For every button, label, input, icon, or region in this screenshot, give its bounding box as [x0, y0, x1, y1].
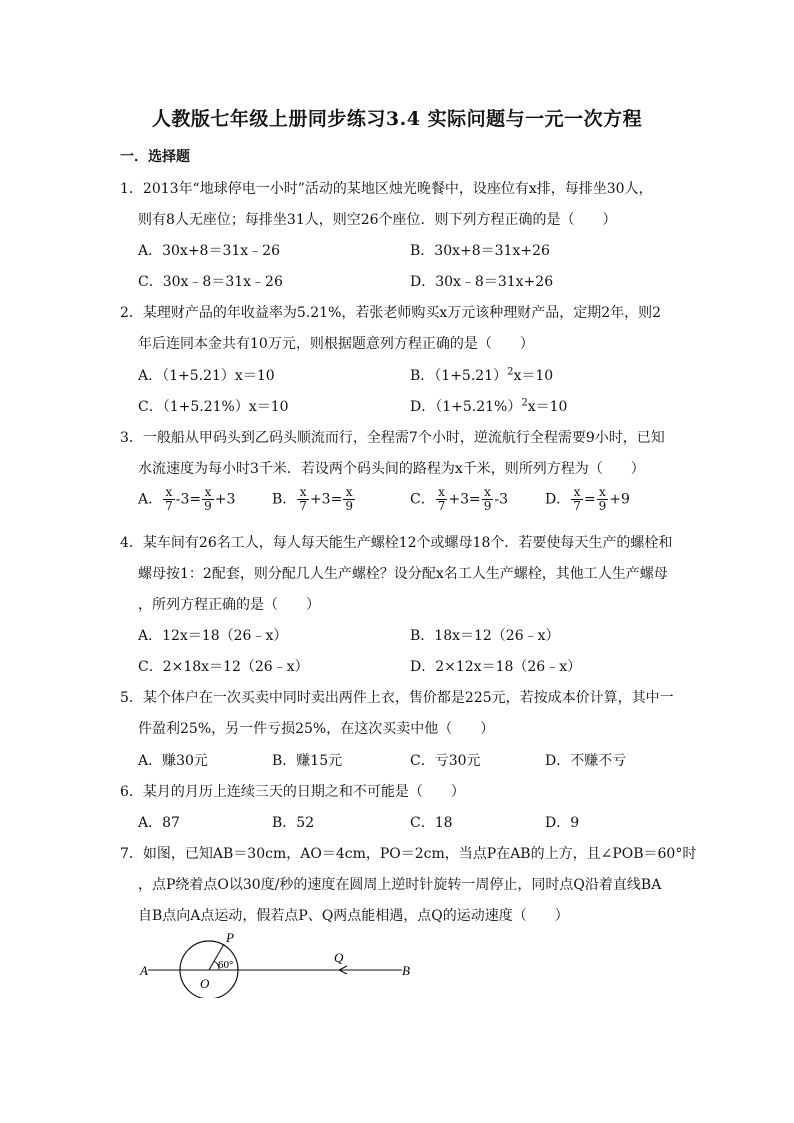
q7-line3: 自B点向A点运动，假若点P、Q两点能相遇，点Q的运动速度（ ）	[138, 908, 569, 924]
q3-option-a: A． $\frac{x}{7}$ -3= $\frac{x}{9}$ +3	[138, 485, 236, 513]
figure-label-b: B	[402, 963, 410, 978]
q7-figure	[134, 928, 424, 998]
q1-option-d: D．30x﹣8＝31x+26	[410, 274, 554, 290]
figure-label-a: A	[140, 963, 148, 978]
document-title: 人教版七年级上册同步练习3.4 实际问题与一元一次方程	[151, 108, 643, 130]
q1-line2: 则有8人无座位；每排坐31人，则空26个座位．则下列方程正确的是（ ）	[138, 212, 617, 228]
q3-line2: 水流速度为每小时3千米．若设两个码头间的路程为x千米，则所列方程为（ ）	[138, 461, 645, 477]
q5-option-d: D．不赚不亏	[545, 753, 627, 769]
q7-line1: 7．如图，已知AB＝30cm，AO＝4cm，PO＝2cm，当点P在AB的上方，且∠POB＝60°时	[120, 846, 697, 862]
q1-option-a: A．30x+8＝31x﹣26	[138, 243, 280, 259]
q2-option-d	[410, 396, 567, 416]
q5-option-b: B．赚15元	[272, 753, 343, 769]
q1-option-c: C．30x﹣8＝31x﹣26	[138, 274, 283, 290]
fraction: $\frac{x}{7}$	[437, 485, 446, 513]
q3-option-d-label: D．	[545, 491, 571, 508]
q2-line1: 2．某理财产品的年收益率为5.21%，若张老师购买x万元该种理财产品，定期2年，则2	[120, 305, 662, 321]
fraction: $\frac{x}{7}$	[165, 485, 173, 513]
q4-line3: ，所列方程正确的是（ ）	[138, 597, 320, 613]
q3-option-b-label: B．	[272, 491, 297, 508]
q3-option-c-label: C．	[410, 491, 435, 508]
q6-option-a: A．87	[138, 815, 180, 831]
section-heading: 一．选择题	[120, 149, 190, 165]
q6-line1: 6．某月的月历上连续三天的日期之和不可能是（ ）	[120, 784, 465, 800]
q4-line1: 4．某车间有26名工人，每人每天能生产螺栓12个或螺母18个．若要使每天生产的螺栓和	[120, 535, 673, 551]
q2-option-b-sup: 2	[507, 366, 514, 378]
q5-option-a: A．赚30元	[138, 753, 208, 769]
q2-option-d-post: x＝10	[527, 399, 568, 415]
figure-label-o: O	[200, 976, 210, 991]
q2-option-b-pre: B．（1+5.21）	[410, 368, 508, 384]
q3-option-c: C． $\frac{x}{7}$ +3= $\frac{x}{9}$ -3	[410, 485, 509, 513]
q5-option-c: C．亏30元	[410, 753, 481, 769]
figure-label-p: P	[226, 930, 234, 945]
fraction: $\frac{x}{7}$	[573, 485, 581, 513]
q2-option-b-post: x＝10	[513, 368, 554, 384]
q4-line2: 螺母按1：2配套，则分配几人生产螺栓？设分配x名工人生产螺栓，其他工人生产螺母	[138, 566, 668, 582]
q2-option-b	[410, 365, 553, 385]
fraction: $\frac{x}{9}$	[204, 485, 212, 513]
figure-label-q: Q	[334, 950, 344, 965]
q3-line1: 3．一般船从甲码头到乙码头顺流而行，全程需7个小时，逆流航行全程需要9小时，已知	[120, 430, 665, 446]
q4-option-c: C．2×18x＝12（26﹣x）	[138, 659, 309, 675]
q2-option-d-pre: D．（1+5.21%）	[410, 399, 522, 415]
fraction: $\frac{x}{7}$	[299, 485, 307, 513]
q2-line2: 年后连同本金共有10万元，则根据题意列方程正确的是（ ）	[138, 336, 534, 352]
q6-option-d: D．9	[545, 815, 580, 831]
fraction: $\frac{x}{9}$	[598, 485, 607, 513]
q6-option-b: B．52	[272, 815, 315, 831]
q4-option-d: D．2×12x＝18（26﹣x）	[410, 659, 582, 675]
q3-option-a-label: A．	[138, 491, 163, 508]
q7-line2: ，点P绕着点O以30度/秒的速度在圆周上逆时针旋转一周停止，同时点Q沿着直线BA	[138, 877, 662, 893]
q4-option-a: A．12x＝18（26﹣x）	[138, 628, 288, 644]
q3-option-d: D． $\frac{x}{7}$ = $\frac{x}{9}$ +9	[545, 485, 630, 513]
fraction: $\frac{x}{9}$	[483, 485, 492, 513]
q4-option-b: B．18x＝12（26﹣x）	[410, 628, 560, 644]
q5-line2: 件盈利25%，另一件亏损25%，在这次买卖中他（ ）	[138, 721, 495, 737]
figure-angle-label: 60°	[218, 959, 234, 971]
q3-option-b: B． $\frac{x}{7}$ +3= $\frac{x}{9}$	[272, 485, 353, 513]
q6-option-c: C．18	[410, 815, 453, 831]
q2-option-a: A．（1+5.21）x＝10	[138, 368, 275, 384]
q1-option-b: B．30x+8＝31x+26	[410, 243, 550, 259]
q5-line1: 5．某个体户在一次买卖中同时卖出两件上衣，售价都是225元，若按成本价计算，其中一	[120, 690, 674, 706]
fraction: $\frac{x}{9}$	[345, 485, 353, 513]
q1-line1: 1．2013年“地球停电一小时”活动的某地区烛光晚餐中，设座位有x排，每排坐30人，	[120, 181, 653, 197]
q2-option-c: C．（1+5.21%）x＝10	[138, 399, 289, 415]
arrow-head-icon	[339, 970, 347, 974]
q2-option-d-sup: 2	[521, 397, 528, 409]
arrow-head-icon	[339, 966, 347, 970]
